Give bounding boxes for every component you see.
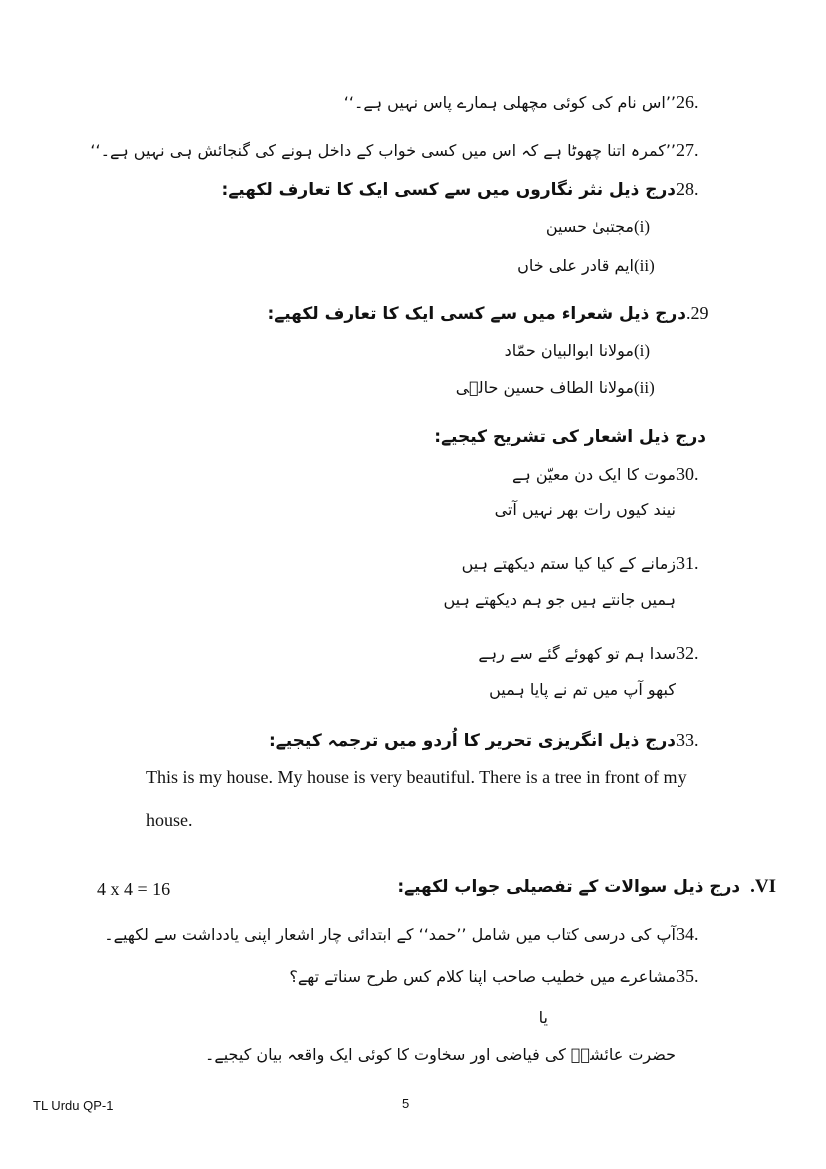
option-numeral: (i): [634, 217, 651, 236]
english-passage: This is my house. My house is very beautiful. There is a tree in front of my house.: [146, 767, 687, 830]
page-number: 5: [402, 1096, 410, 1111]
question-32: [478, 643, 716, 664]
couplet-line-1: سدا ہم تو کھوئے گئے سے رہے: [478, 644, 676, 663]
question-35-alternative: حضرت عائشہؓ کی فیاضی اور سخاوت کا کوئی ایک واقعہ بیان کیجیے۔: [204, 1045, 676, 1064]
question-text: درج ذیل انگریزی تحریر کا اُردو میں ترجمہ کیجیے:: [268, 731, 676, 751]
q29-option-1: [505, 341, 668, 361]
couplet-heading: درج ذیل اشعار کی تشریح کیجیے:: [434, 427, 706, 447]
question-number: 34.: [676, 924, 699, 944]
question-number: 33.: [676, 730, 699, 750]
question-number: 35.: [676, 966, 699, 986]
question-number: 32.: [676, 643, 699, 663]
q29-option-2: [456, 378, 668, 398]
question-28: [222, 179, 716, 200]
option-numeral: (ii): [634, 256, 655, 275]
option-text: مجتبیٰ حسین: [545, 217, 634, 236]
question-text: درج ذیل شعراء میں سے کسی ایک کا تعارف لکھیے:: [267, 304, 686, 324]
question-number: 30.: [676, 464, 699, 484]
question-number: 26.: [676, 92, 699, 112]
question-text: ’’کمرہ اتنا چھوٹا ہے کہ اس میں کسی خواب کے داخل ہونے کی گنجائش ہی نہیں ہے۔‘‘: [90, 141, 676, 160]
question-35: [289, 966, 716, 987]
question-33: [269, 730, 716, 751]
section-marks: 4 x 4 = 16: [97, 879, 171, 899]
footer-paper-code: TL Urdu QP-1: [33, 1098, 114, 1113]
couplet-line-2: کبھو آپ میں تم نے پایا ہمیں: [489, 680, 676, 699]
question-26: [344, 92, 716, 113]
option-numeral: (i): [634, 341, 651, 360]
question-number: 28.: [676, 179, 699, 199]
couplet-line-1: موت کا ایک دن معیّن ہے: [512, 465, 676, 484]
question-text: ’’اس نام کی کوئی مچھلی ہمارے پاس نہیں ہے۔‘‘: [343, 93, 676, 112]
question-number: 31.: [676, 553, 699, 573]
or-label: یا: [538, 1008, 548, 1027]
q28-option-2: [517, 256, 668, 276]
q28-option-1: [546, 217, 668, 237]
question-29: [267, 303, 726, 324]
question-text: درج ذیل نثر نگاروں میں سے کسی ایک کا تعارف لکھیے:: [221, 180, 676, 200]
question-text: آپ کی درسی کتاب میں شامل ’’حمد‘‘ کے ابتدائی چار اشعار اپنی یادداشت سے لکھیے۔: [104, 925, 676, 944]
question-number: .29: [686, 303, 709, 323]
couplet-line-2: ہمیں جانتے ہیں جو ہم دیکھتے ہیں: [443, 590, 676, 609]
option-text: ایم قادر علی خاں: [517, 256, 634, 275]
question-30: [512, 464, 716, 485]
question-number: 27.: [676, 140, 699, 160]
section-text: درج ذیل سوالات کے تفصیلی جواب لکھیے:: [397, 877, 741, 897]
question-27: [90, 140, 716, 161]
section-vi-heading: [397, 876, 776, 898]
option-text: مولانا ابوالبیان حمّاد: [504, 341, 634, 360]
question-31: [462, 553, 716, 574]
question-34: [104, 924, 716, 945]
couplet-line-2: نیند کیوں رات بھر نہیں آتی: [494, 500, 676, 519]
question-text: مشاعرے میں خطیب صاحب اپنا کلام کس طرح سناتے تھے؟: [289, 967, 676, 986]
option-text: مولانا الطاف حسین حالؔی: [455, 378, 634, 397]
option-numeral: (ii): [634, 378, 655, 397]
section-numeral: .VI: [750, 876, 776, 897]
couplet-line-1: زمانے کے کیا کیا ستم دیکھتے ہیں: [461, 554, 676, 573]
